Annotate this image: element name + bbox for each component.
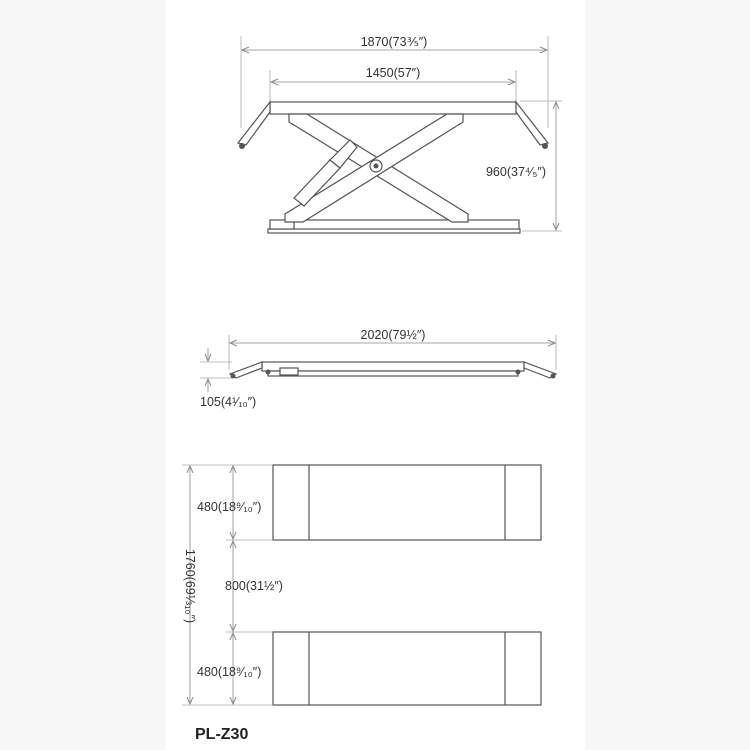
left-ramp <box>238 102 270 145</box>
platform-2-width-label: 480(18⁹⁄₁₀″) <box>197 665 262 679</box>
gap-label: 800(31½″) <box>225 579 283 593</box>
overall-length-label: 1870(73⅗″) <box>360 35 428 49</box>
platform-length-label: 1450(57″) <box>365 66 421 80</box>
lowered-cylinder-block <box>280 368 298 375</box>
raised-platform <box>270 102 516 114</box>
platform-1-width-label: 480(18⁹⁄₁₀″) <box>197 500 262 514</box>
lowered-height-label: 105(4¹⁄₁₀″) <box>200 395 257 409</box>
raised-height-label: 960(37⁴⁄₅″) <box>485 165 547 179</box>
lowered-platform <box>262 362 524 371</box>
top-platform-2 <box>273 632 541 705</box>
lowered-base <box>268 371 518 376</box>
base-plate <box>268 229 520 233</box>
side-view-lowered <box>200 335 556 392</box>
model-name: PL-Z30 <box>195 726 249 743</box>
right-ramp <box>516 102 548 145</box>
overall-width-label: 1760(69⅓₁₀″) <box>183 548 197 624</box>
length-with-ramps-label: 2020(79½″) <box>360 328 426 342</box>
top-platform-1 <box>273 465 541 540</box>
